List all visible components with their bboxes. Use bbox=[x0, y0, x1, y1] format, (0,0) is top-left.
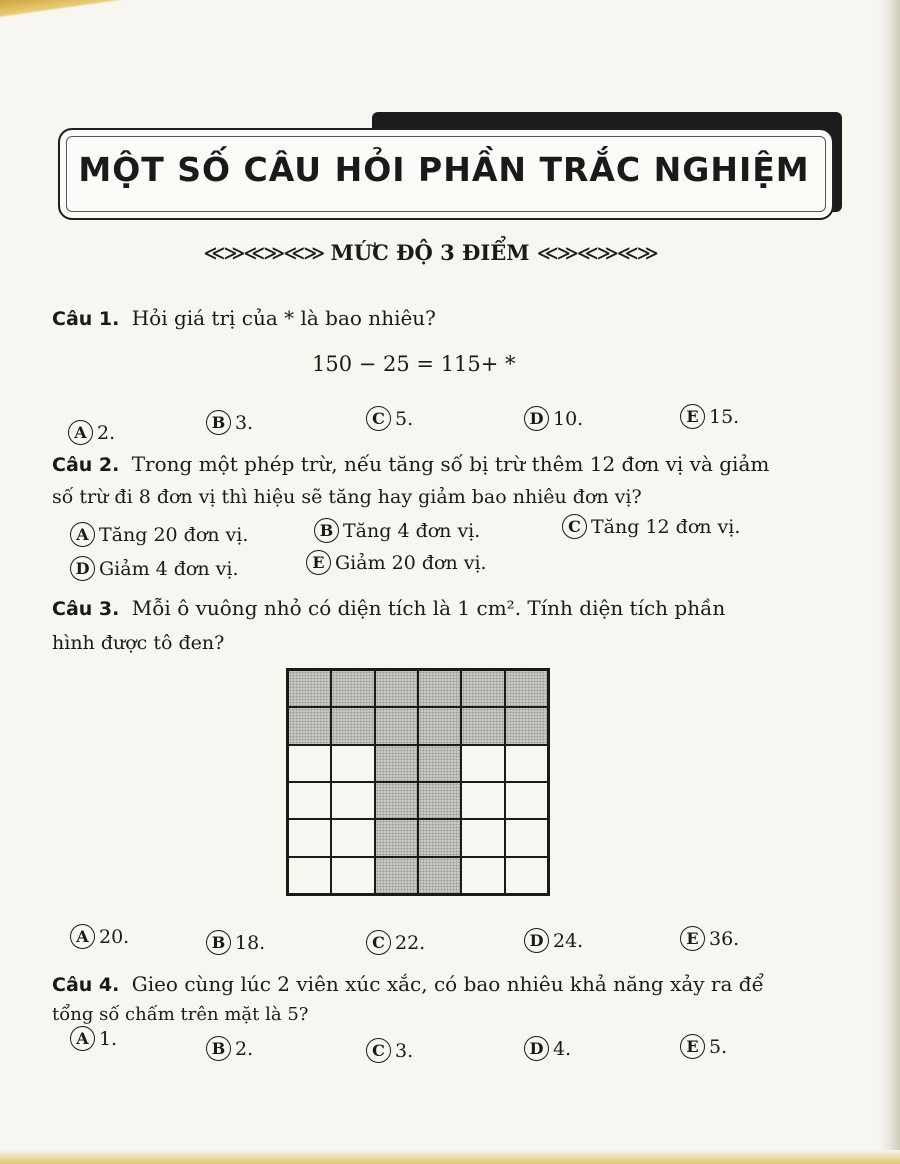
grid-cell-shaded bbox=[375, 782, 418, 819]
grid-cell bbox=[505, 819, 548, 856]
grid-cell bbox=[331, 857, 374, 894]
option-text: 36. bbox=[709, 927, 740, 950]
option-d[interactable] bbox=[524, 1036, 571, 1061]
grid-cell-shaded bbox=[418, 707, 461, 744]
grid-cell bbox=[288, 857, 331, 894]
option-e[interactable] bbox=[306, 550, 487, 575]
option-letter: A bbox=[70, 924, 95, 949]
question-text-line1: Mỗi ô vuông nhỏ có diện tích là 1 cm². bbox=[131, 596, 522, 620]
option-text: Giảm 20 đơn vị. bbox=[335, 551, 487, 574]
option-letter: E bbox=[306, 550, 331, 575]
grid-cell bbox=[331, 819, 374, 856]
option-e[interactable] bbox=[680, 1034, 727, 1059]
option-text: 15. bbox=[709, 405, 740, 428]
question-number: Câu 1. bbox=[52, 308, 120, 330]
grid-cell bbox=[288, 745, 331, 782]
grid-cell-shaded bbox=[418, 857, 461, 894]
option-letter: B bbox=[206, 930, 231, 955]
option-d[interactable] bbox=[70, 556, 239, 581]
level-label: MỨC ĐỘ 3 ĐIỂM bbox=[330, 240, 530, 265]
question-4 bbox=[52, 970, 764, 1000]
difficulty-level bbox=[0, 240, 860, 265]
option-b[interactable] bbox=[206, 410, 253, 435]
option-text: 22. bbox=[395, 931, 426, 954]
question-number: Câu 3. bbox=[52, 598, 120, 620]
option-letter: B bbox=[206, 1036, 231, 1061]
page-edge-right bbox=[878, 0, 900, 1164]
grid-cell-shaded bbox=[505, 670, 548, 707]
option-letter: B bbox=[314, 518, 339, 543]
level-decoration-left: ≪≫≪≫≪≫ bbox=[203, 241, 324, 265]
grid-cell-shaded bbox=[461, 707, 504, 744]
option-text: 24. bbox=[553, 929, 584, 952]
grid-cell bbox=[505, 857, 548, 894]
option-text: 1. bbox=[99, 1027, 118, 1050]
grid-cell-shaded bbox=[418, 670, 461, 707]
question-number: Câu 2. bbox=[52, 454, 120, 476]
option-letter: C bbox=[562, 514, 587, 539]
option-text: 20. bbox=[99, 925, 130, 948]
option-letter: C bbox=[366, 1038, 391, 1063]
option-letter: D bbox=[524, 1036, 549, 1061]
option-text: 2. bbox=[97, 421, 116, 444]
grid-cell bbox=[505, 745, 548, 782]
option-c[interactable] bbox=[562, 514, 740, 539]
grid-cell-shaded bbox=[288, 707, 331, 744]
option-letter: E bbox=[680, 926, 705, 951]
option-a[interactable] bbox=[70, 522, 248, 547]
grid-cell-shaded bbox=[375, 745, 418, 782]
option-b[interactable] bbox=[206, 1036, 253, 1061]
option-letter: A bbox=[70, 1026, 95, 1051]
grid-cell bbox=[461, 857, 504, 894]
grid-cell bbox=[331, 782, 374, 819]
question-text: Hỏi giá trị của * là bao nhiêu? bbox=[131, 306, 436, 330]
grid-cell-shaded bbox=[331, 670, 374, 707]
grid-cell bbox=[331, 745, 374, 782]
option-d[interactable] bbox=[524, 406, 583, 431]
grid-cell-shaded bbox=[461, 670, 504, 707]
option-letter: C bbox=[366, 406, 391, 431]
option-text: Tăng 4 đơn vị. bbox=[343, 519, 481, 542]
option-letter: A bbox=[68, 420, 93, 445]
option-text: 18. bbox=[235, 931, 266, 954]
option-text: 10. bbox=[553, 407, 584, 430]
option-text: 3. bbox=[395, 1039, 414, 1062]
grid-cell-shaded bbox=[331, 707, 374, 744]
question-3-line2: hình được tô đen? bbox=[52, 632, 225, 654]
option-letter: B bbox=[206, 410, 231, 435]
option-letter: E bbox=[680, 1034, 705, 1059]
option-e[interactable] bbox=[680, 926, 739, 951]
option-text: 4. bbox=[553, 1037, 572, 1060]
option-text: Tăng 20 đơn vị. bbox=[99, 523, 249, 546]
level-decoration-right: ≪≫≪≫≪≫ bbox=[536, 241, 657, 265]
question-4-line2: tổng số chấm trên mặt là 5? bbox=[52, 1004, 309, 1025]
grid-cell bbox=[461, 819, 504, 856]
question-text-line1b: Tính diện tích phần bbox=[527, 596, 726, 620]
option-letter: D bbox=[70, 556, 95, 581]
question-3 bbox=[52, 594, 725, 624]
grid-cell-shaded bbox=[375, 670, 418, 707]
question-text-line1: Gieo cùng lúc 2 viên xúc xắc, có bao nhiêu khả năng xảy ra để bbox=[131, 972, 764, 996]
formula: 150 − 25 = 115+ * bbox=[312, 352, 516, 376]
question-1 bbox=[52, 304, 436, 334]
grid-cell-shaded bbox=[375, 707, 418, 744]
grid-cell-shaded bbox=[418, 819, 461, 856]
page-edge-bottom bbox=[0, 1150, 900, 1164]
option-letter: D bbox=[524, 406, 549, 431]
grid-cell bbox=[288, 819, 331, 856]
option-a[interactable] bbox=[70, 1026, 117, 1051]
option-letter: A bbox=[70, 522, 95, 547]
page-edge-top bbox=[0, 0, 900, 70]
grid-cell-shaded bbox=[288, 670, 331, 707]
option-e[interactable] bbox=[680, 404, 739, 429]
option-b[interactable] bbox=[206, 930, 265, 955]
option-d[interactable] bbox=[524, 928, 583, 953]
option-text: 3. bbox=[235, 411, 254, 434]
page-title: MỘT SỐ CÂU HỎI PHẦN TRẮC NGHIỆM bbox=[78, 150, 810, 189]
option-letter: C bbox=[366, 930, 391, 955]
question-number: Câu 4. bbox=[52, 974, 120, 996]
grid-cell-shaded bbox=[505, 707, 548, 744]
area-grid bbox=[286, 668, 550, 896]
option-text: Giảm 4 đơn vị. bbox=[99, 557, 239, 580]
option-c[interactable] bbox=[366, 406, 413, 431]
grid-cell bbox=[288, 782, 331, 819]
option-c[interactable] bbox=[366, 1038, 413, 1063]
option-text: Tăng 12 đơn vị. bbox=[591, 515, 741, 538]
grid-cell-shaded bbox=[418, 782, 461, 819]
option-b[interactable] bbox=[314, 518, 480, 543]
grid-cell bbox=[461, 745, 504, 782]
grid-cell bbox=[461, 782, 504, 819]
grid-cell-shaded bbox=[375, 819, 418, 856]
option-letter: D bbox=[524, 928, 549, 953]
question-2-line2: số trừ đi 8 đơn vị thì hiệu sẽ tăng hay giảm bao nhiêu đơn vị? bbox=[52, 486, 642, 508]
option-a[interactable] bbox=[70, 924, 129, 949]
option-a[interactable] bbox=[68, 420, 115, 445]
grid-cell bbox=[505, 782, 548, 819]
option-c[interactable] bbox=[366, 930, 425, 955]
option-text: 5. bbox=[395, 407, 414, 430]
grid-cell-shaded bbox=[375, 857, 418, 894]
grid-cell-shaded bbox=[418, 745, 461, 782]
option-letter: E bbox=[680, 404, 705, 429]
option-text: 5. bbox=[709, 1035, 728, 1058]
option-text: 2. bbox=[235, 1037, 254, 1060]
question-2 bbox=[52, 450, 769, 480]
question-text-line1: Trong một phép trừ, nếu tăng số bị trừ thêm 12 đơn vị và giảm bbox=[131, 452, 770, 476]
